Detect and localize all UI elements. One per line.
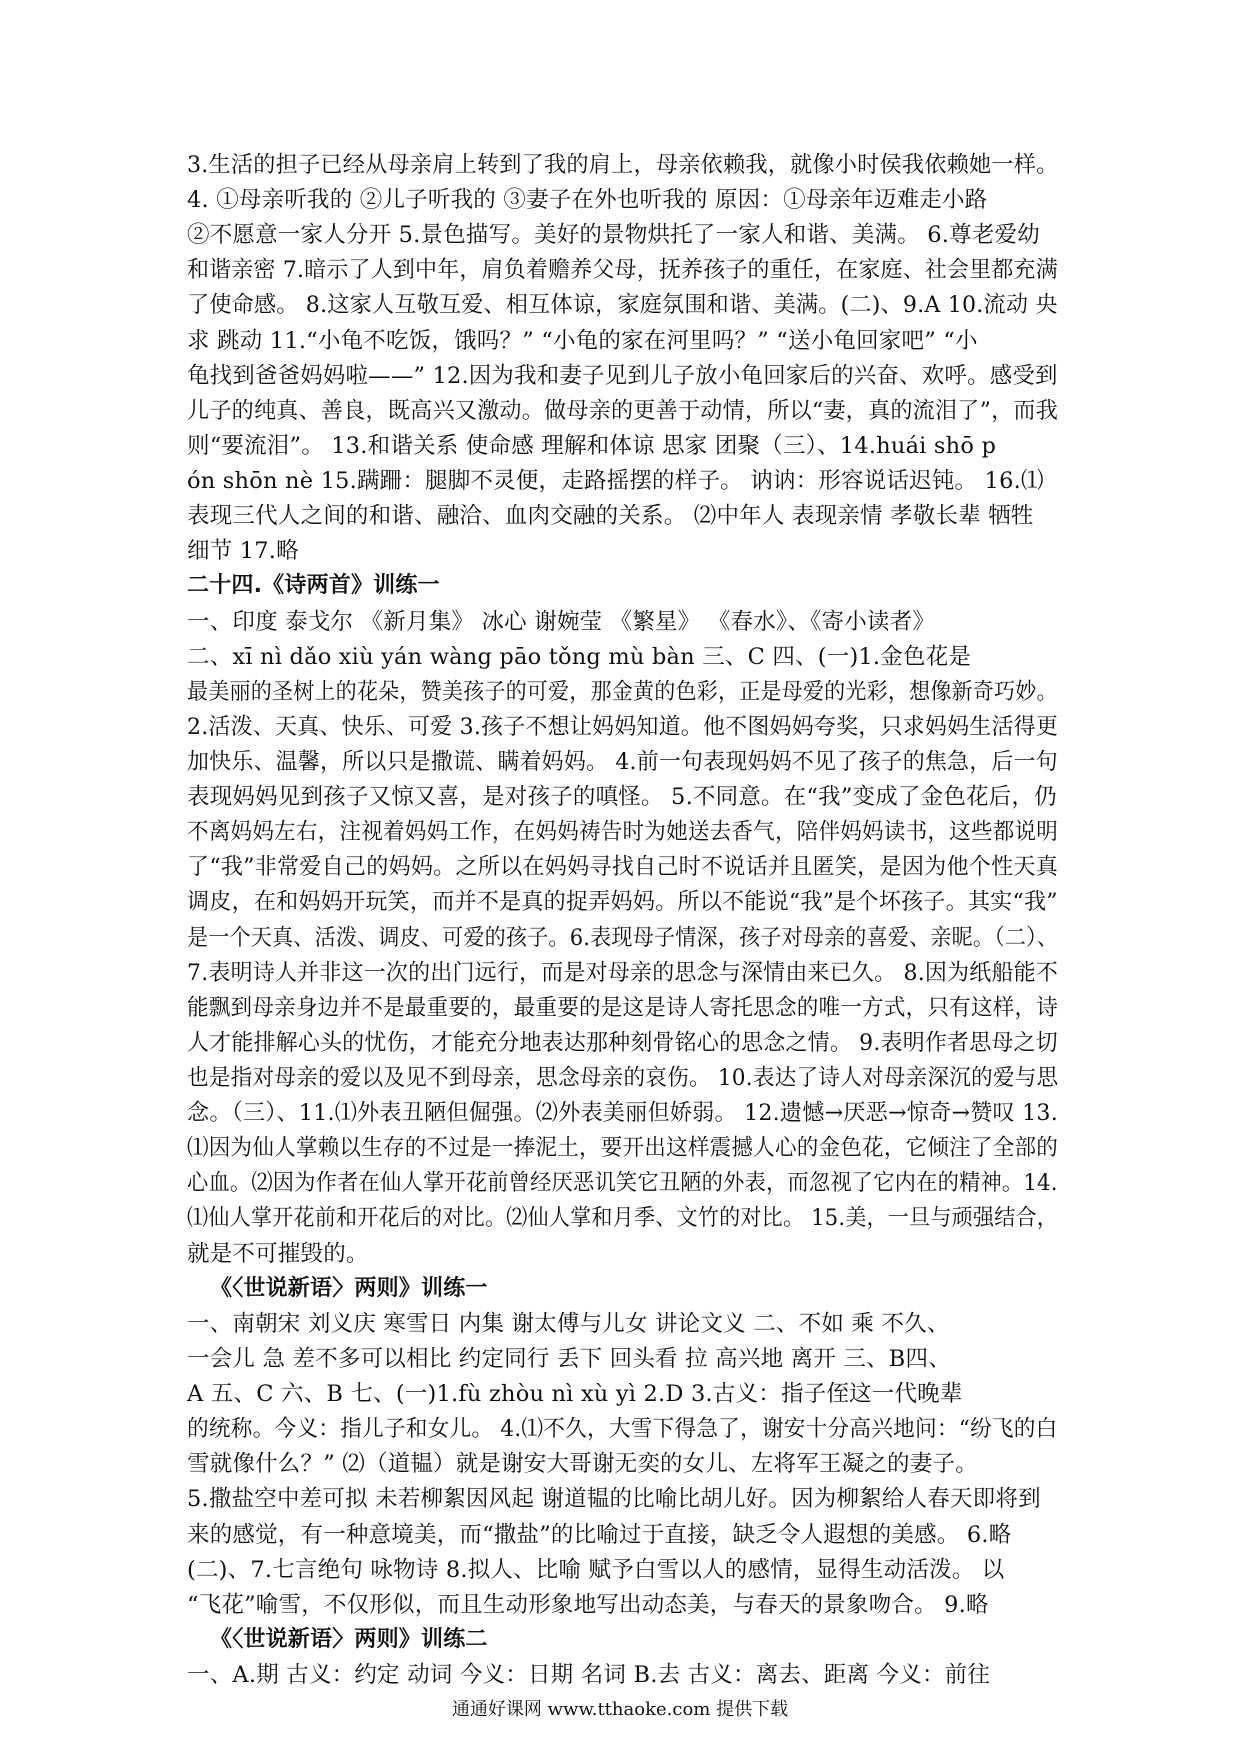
page-footer: 通通好课网 www.tthaoke.com 提供下载 xyxy=(451,1699,789,1720)
text-line: 和谐亲密 7.暗示了人到中年，肩负着赡养父母，抚养孩子的重任，在家庭、社会里都充满 xyxy=(187,257,1058,283)
text-line: 龟找到爸爸妈妈啦——” 12.因为我和妻子见到儿子放小龟回家后的兴奋、欢呼。感受到 xyxy=(187,363,1058,389)
text-line: 4. ①母亲听我的 ②儿子听我的 ③妻子在外也听我的 原因：①母亲年迈难走小路 xyxy=(187,187,988,213)
text-line: ⑴仙人掌开花前和开花后的对比。⑵仙人掌和月季、文竹的对比。 15.美，一旦与顽强结合， xyxy=(187,1205,1059,1231)
text-line: 二、xī nì dǎo xiù yán wàng pāo tǒng mù bàn 三、C 四、(一)1.金色花是 xyxy=(187,644,972,670)
text-line: 5.撒盐空中差可拟 未若柳絮因风起 谢道韫的比喻比胡儿好。因为柳絮给人春天即将到 xyxy=(187,1486,1041,1512)
text-line: ⑴因为仙人掌赖以生存的不过是一捧泥土，要开出这样震撼人心的金色花，它倾注了全部的 xyxy=(187,1135,1059,1161)
text-line: 念。（三）、11.⑴外表丑陋但倔强。⑵外表美丽但娇弱。 12.遗憾→厌恶→惊奇→赞叹 13. xyxy=(187,1100,1058,1126)
text-line: A 五、C 六、B 七、(一)1.fù zhòu nì xù yì 2.D 3.古义：指子侄这一代晚辈 xyxy=(187,1381,963,1407)
text-line: 最美丽的圣树上的花朵，赞美孩子的可爱，那金黄的色彩，正是母爱的光彩，想像新奇巧妙。 xyxy=(187,679,1058,705)
text-line: 的统称。今义：指儿子和女儿。 4.⑴不久，大雪下得急了，谢安十分高兴地问：“纷飞的白 xyxy=(187,1416,1058,1442)
section-heading: 《〈世说新语〉两则》训练一 xyxy=(210,1276,488,1301)
text-line: 调皮，在和妈妈开玩笑，而并不是真的捉弄妈妈。所以不能说“我”是个坏孩子。其实“我” xyxy=(187,889,1058,915)
text-line: 雪就像什么？” ⑵（道韫）就是谢安大哥谢无奕的女儿、左将军王凝之的妻子。 xyxy=(187,1451,978,1477)
text-line: (二)、7.七言绝句 咏物诗 8.拟人、比喻 赋予白雪以人的感情，显得生动活泼。 以 xyxy=(187,1557,1005,1583)
text-line: 能飘到母亲身边并不是最重要的，最重要的是这是诗人寄托思念的唯一方式，只有这样，诗 xyxy=(187,995,1059,1021)
text-line: 也是指对母亲的爱以及见不到母亲，思念母亲的哀伤。 10.表达了诗人对母亲深沉的爱与思 xyxy=(187,1065,1059,1091)
text-line: 了“我”非常爱自己的妈妈。之所以在妈妈寻找自己时不说话并且匿笑，是因为他个性天真 xyxy=(187,854,1059,880)
text-line: 人才能排解心头的忧伤，才能充分地表达那种刻骨铭心的思念之情。 9.表明作者思母之切 xyxy=(187,1030,1058,1056)
text-line: 3.生活的担子已经从母亲肩上转到了我的肩上，母亲依赖我，就像小时侯我依赖她一样。 xyxy=(187,152,1059,178)
text-line: 加快乐、温馨，所以只是撒谎、瞒着妈妈。 4.前一句表现妈妈不见了孩子的焦急，后一句 xyxy=(187,749,1058,775)
text-line: 7.表明诗人并非这一次的出门远行，而是对母亲的思念与深情由来已久。 8.因为纸船能不 xyxy=(187,960,1059,986)
text-line: 2.活泼、天真、快乐、可爱 3.孩子不想让妈妈知道。他不图妈妈夸奖，只求妈妈生活得更 xyxy=(187,714,1059,740)
text-line: 来的感觉，有一种意境美，而“撒盐”的比喻过于直接，缺乏令人遐想的美感。 6.略 xyxy=(187,1522,1012,1548)
text-line: 不离妈妈左右，注视着妈妈工作，在妈妈祷告时为她送去香气，陪伴妈妈读书，这些都说明 xyxy=(187,819,1059,845)
section-heading: 二十四.《诗两首》训练一 xyxy=(187,573,440,598)
text-line: 心血。⑵因为作者在仙人掌开花前曾经厌恶讥笑它丑陋的外表，而忽视了它内在的精神。14. xyxy=(187,1170,1058,1196)
text-line: 求 跳动 11.“小龟不吃饭，饿吗？” “小龟的家在河里吗？” “送小龟回家吧” “小 xyxy=(187,328,978,354)
text-line: 一、印度 泰戈尔 《新月集》 冰心 谢婉莹 《繁星》 《春水》、《寄小读者》 xyxy=(187,609,936,635)
text-line: 了使命感。 8.这家人互敬互爱、相互体谅，家庭氛围和谐、美满。(二)、9.A 10.流动 央 xyxy=(187,292,1058,318)
text-line: 就是不可摧毁的。 xyxy=(187,1241,369,1267)
text-line: 儿子的纯真、善良，既高兴又激动。做母亲的更善于动情，所以“妻，真的流泪了”，而我 xyxy=(187,398,1059,424)
text-line: 一会儿 急 差不多可以相比 约定同行 丢下 回头看 拉 高兴地 离开 三、B四、 xyxy=(187,1346,951,1372)
text-line: 则“要流泪”。 13.和谐关系 使命感 理解和体谅 思家 团聚（三）、14.huái shō p xyxy=(187,433,997,459)
text-line: 细节 17.略 xyxy=(187,538,299,564)
text-line: 表现妈妈见到孩子又惊又喜，是对孩子的嗔怪。 5.不同意。在“我”变成了金色花后，仍 xyxy=(187,784,1057,810)
text-line: 一、南朝宋 刘义庆 寒雪日 内集 谢太傅与儿女 讲论文义 二、不如 乘 不久、 xyxy=(187,1311,950,1337)
text-line: 是一个天真、活泼、调皮、可爱的孩子。6.表现母子情深，孩子对母亲的喜爱、亲昵。（二）、 xyxy=(187,925,1059,951)
text-line: 一、A.期 古义：约定 动词 今义：日期 名词 B.去 古义：离去、距离 今义：前往 xyxy=(187,1662,991,1688)
section-heading: 《〈世说新语〉两则》训练二 xyxy=(210,1627,488,1652)
text-line: ón shōn nè 15.蹒跚：腿脚不灵便，走路摇摆的样子。 讷讷：形容说话迟钝。 16.⑴ xyxy=(187,468,1044,494)
text-line: “飞花”喻雪，不仅形似，而且生动形象地写出动态美，与春天的景象吻合。 9.略 xyxy=(187,1592,989,1618)
text-line: 表现三代人之间的和谐、融洽、血肉交融的关系。 ⑵中年人 表现亲情 孝敬长辈 牺牲 xyxy=(187,503,1034,529)
text-line: ②不愿意一家人分开 5.景色描写。美好的景物烘托了一家人和谐、美满。 6.尊老爱幼 xyxy=(187,222,1040,248)
